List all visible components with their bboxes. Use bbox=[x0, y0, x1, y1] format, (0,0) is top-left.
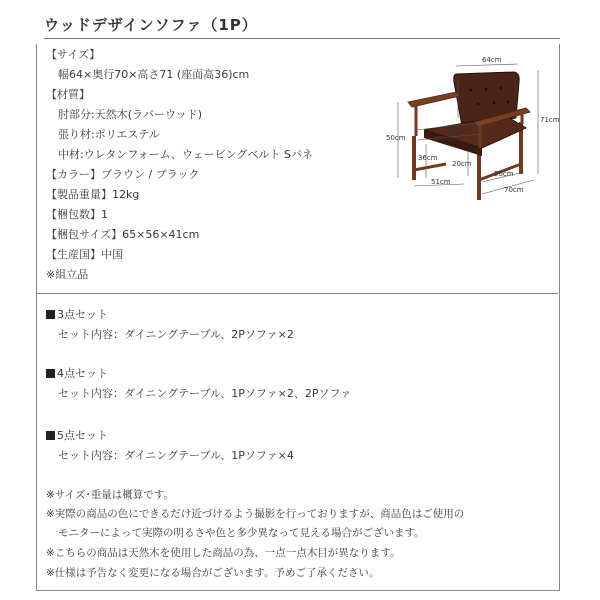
sofa-seat-cushion bbox=[424, 116, 526, 148]
spec-line: 肘部分:天然木(ラバーウッド) bbox=[58, 108, 203, 121]
set-heading bbox=[46, 306, 108, 322]
square-bullet-icon bbox=[46, 369, 55, 378]
set-label: 3点セット bbox=[57, 308, 108, 321]
spec-line: 【梱包数】1 bbox=[46, 208, 108, 221]
title-underline bbox=[44, 38, 560, 39]
set-label: 5点セット bbox=[57, 429, 108, 442]
dim-leg-gap: 20cm bbox=[452, 160, 472, 168]
note-line: ※こちらの商品は天然木を使用した商品の為、一点一点木目が異なります。 bbox=[46, 547, 401, 559]
square-bullet-icon bbox=[46, 431, 55, 440]
dim-width-top: 64cm bbox=[482, 56, 502, 64]
sofa-front-rail bbox=[414, 164, 446, 170]
sofa-dimension-illustration bbox=[386, 52, 560, 212]
spec-line: 【梱包サイズ】65×56×41cm bbox=[46, 228, 200, 241]
dim-arm-height: 50cm bbox=[386, 134, 406, 142]
product-title: ウッドデザインソファ（1P） bbox=[44, 16, 258, 34]
note-line: ※サイズ･重量は概算です。 bbox=[46, 489, 174, 501]
set-label: 4点セット bbox=[57, 367, 108, 380]
note-line: ※仕様は予告なく変更になる場合がございます。予めご了承ください。 bbox=[46, 567, 380, 579]
dim-width-bottom: 51cm bbox=[431, 178, 451, 186]
sofa-left-armrest bbox=[408, 92, 460, 107]
set-content: セット内容：ダイニングテーブル、2Pソファ×2 bbox=[58, 328, 294, 341]
set-heading bbox=[46, 427, 108, 443]
spec-line: 【製品重量】12kg bbox=[46, 188, 140, 201]
spec-line: 【生産国】中国 bbox=[46, 248, 123, 261]
set-content: セット内容：ダイニングテーブル、1Pソファ×2、2Pソファ bbox=[58, 387, 352, 400]
set-content: セット内容：ダイニングテーブル、1Pソファ×4 bbox=[58, 449, 294, 462]
note-line: モニターによって実際の明るさや色と多少異なって見える場合がございます。 bbox=[58, 527, 425, 539]
spec-line: 【カラー】ブラウン / ブラック bbox=[46, 168, 200, 181]
dim-seat-width-lower: 51cm bbox=[435, 135, 455, 143]
dim-seat-width-upper: 51cm bbox=[446, 125, 466, 133]
spec-line: 幅64×奥行70×高さ71 (座面高36)cm bbox=[58, 68, 250, 81]
spec-line: 張り材:ポリエステル bbox=[58, 128, 160, 141]
section-divider bbox=[36, 293, 558, 294]
note-line: ※実際の商品の色にできるだけ近づけるよう撮影を行っておりますが、商品色はご使用の bbox=[46, 508, 465, 520]
dim-back-height: 40cm bbox=[459, 92, 479, 100]
square-bullet-icon bbox=[46, 310, 55, 319]
dim-seat-height: 36cm bbox=[418, 154, 438, 162]
spec-line: ※組立品 bbox=[46, 268, 89, 281]
spec-line: 中材:ウレタンフォーム、ウェービングベルト Sバネ bbox=[58, 148, 313, 161]
dim-depth-total: 70cm bbox=[504, 186, 524, 194]
dim-total-height: 71cm bbox=[540, 116, 560, 124]
spec-line: 【材質】 bbox=[46, 88, 90, 101]
dim-depth-seat: 56cm bbox=[494, 170, 514, 178]
spec-line: 【サイズ】 bbox=[46, 48, 101, 61]
set-heading bbox=[46, 365, 108, 381]
